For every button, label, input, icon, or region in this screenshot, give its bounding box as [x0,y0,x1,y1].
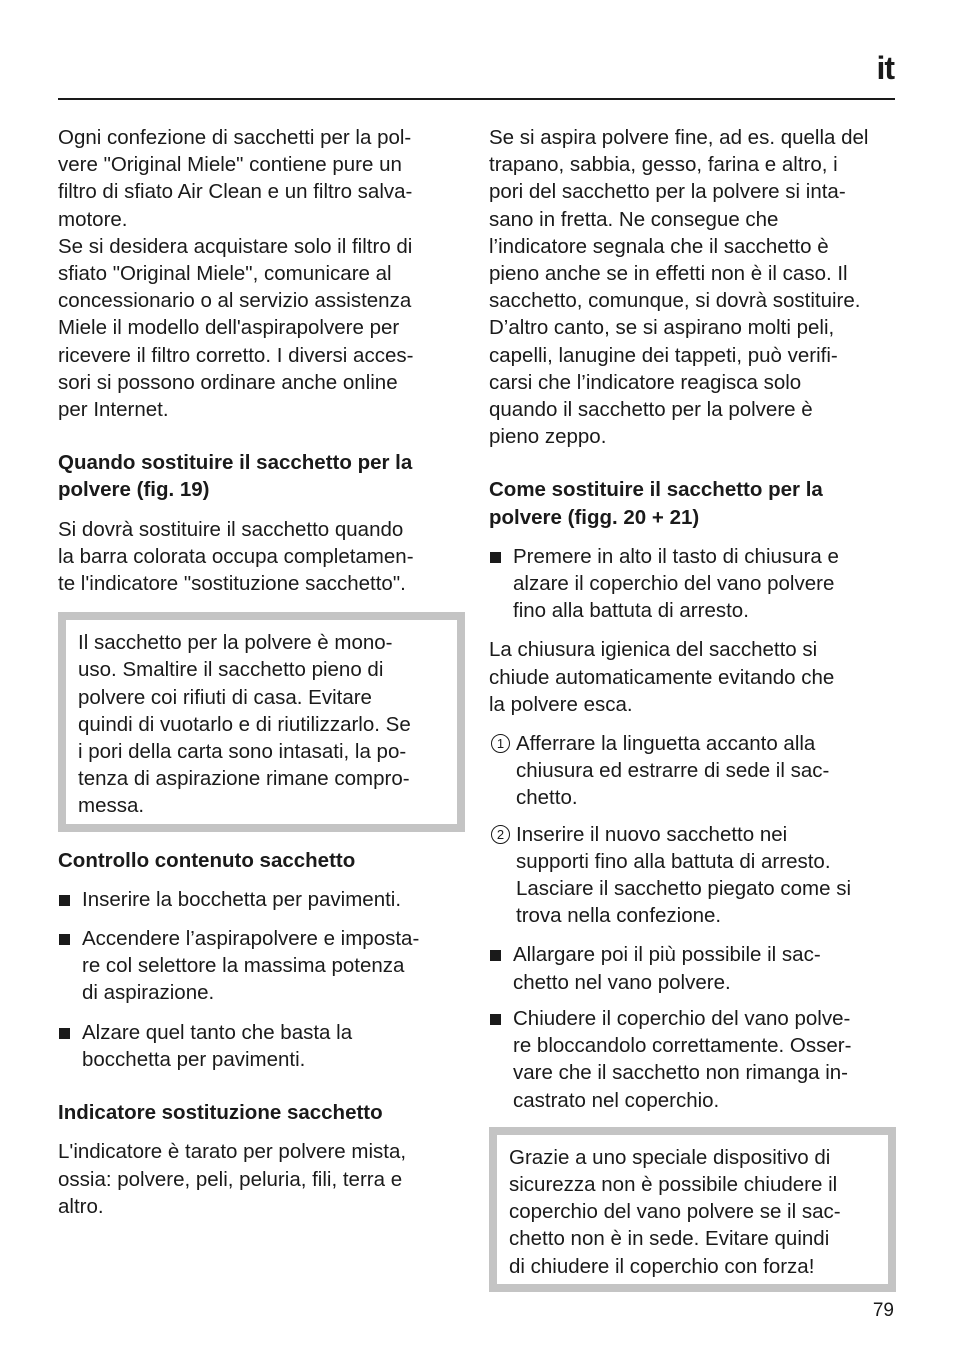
safety-note-text: Grazie a uno speciale dispositivo di sicurezza non è possibile chiudere il coperchio del vano polvere se il sac- chetto non è in sede. Evitare quindi di chiudere il coperchio con forza! [509,1145,841,1278]
step-1 [489,730,899,812]
fine-dust-paragraph: Se si aspira polvere fine, ad es. quella del trapano, sabbia, gesso, farina e altro, i pori del sacchetto per la polvere si inta- sano in fretta. Ne consegue che l’indicatore segnala che il sacchetto è pieno anche se in effetti non è il caso. Il sacchetto, comunque, si dovrà sostituire. D’altro canto, se si aspirano molti peli, capelli, lanugine dei tappeti, può verifi- carsi che l’indicatore reagisca solo quando il sacchetto per la polvere è pieno zeppo. [489,126,869,449]
step-1-text: Afferrare la linguetta accanto alla chiusura ed estrarre di sede il sac- chetto. [516,732,830,810]
heading-check-bag: Controllo contenuto sacchetto [58,848,356,872]
when-replace-paragraph: Si dovrà sostituire il sacchetto quando la barra colorata occupa completamen- te l'indicatore "sostituzione sacchetto". [58,517,414,596]
widen-bag-bullet [489,941,899,995]
step-number-1-icon: 1 [491,734,510,753]
safety-note-box [489,1127,896,1292]
check-bullet-text: Inserire la bocchetta per pavimenti. [82,887,402,911]
heading-how-replace: Come sostituire il sacchetto per la polvere (figg. 20 + 21) [489,478,823,529]
open-lid-bullet [489,543,899,625]
indicator-paragraph: L'indicatore è tarato per polvere mista, ossia: polvere, peli, peluria, fili, terra e altro. [58,1140,407,1218]
intro-paragraph: Ogni confezione di sacchetti per la pol- vere "Original Miele" contiene pure un filtro di sfiato Air Clean e un filtro salva- motore. Se si desidera acquistare solo il filtro di sfiato "Original Miele", comunicare al concessionario o al servizio assistenza Miele il modello dell'aspirapolvere per ricevere il filtro corretto. I diversi acces- sori si possono ordinare anche online per Internet. [58,126,414,422]
disposal-note-box [58,612,465,831]
step-number-2-icon: 2 [491,825,510,844]
disposal-note-text: Il sacchetto per la polvere è mono- uso. Smaltire il sacchetto pieno di polvere coi rifiuti di casa. Evitare quindi di vuotarlo e di riutilizzarlo. Se i pori della carta sono intasati, la po- tenza di aspirazione rimane compro- messa. [78,631,411,818]
right-column [489,124,899,1292]
bullet-square-icon [490,950,501,961]
bullet-square-icon [59,895,70,906]
closure-paragraph: La chiusura igienica del sacchetto si chiude automaticamente evitando che la polvere esca. [489,638,835,716]
heading-indicator: Indicatore sostituzione sacchetto [58,1101,383,1125]
widen-bag-text: Allargare poi il più possibile il sac- chetto nel vano polvere. [513,943,821,994]
step-2-text: Inserire il nuovo sacchetto nei supporti fino alla battuta di arresto. Lasciare il sacchetto piegato come si trova nella confezione. [516,822,852,928]
close-lid-bullet [489,1005,899,1114]
open-lid-text: Premere in alto il tasto di chiusura e alzare il coperchio del vano polvere fino alla battuta di arresto. [513,544,839,623]
bullet-square-icon [59,934,70,945]
bullet-square-icon [490,1014,501,1025]
step-2 [489,821,899,930]
check-bullet-2 [58,925,466,1007]
check-bullet-1 [58,886,466,913]
header-rule [58,98,895,100]
heading-when-replace: Quando sostituire il sacchetto per la polvere (fig. 19) [58,451,413,502]
language-tag: it [876,50,894,86]
bullet-square-icon [490,552,501,563]
close-lid-text: Chiudere il coperchio del vano polve- re bloccandolo correttamente. Osser- vare che il sacchetto non rimanga in- castrato nel coperchio. [513,1006,852,1112]
page-number: 79 [872,1300,894,1321]
check-bullet-3 [58,1019,466,1073]
check-bullet-text: Alzare quel tanto che basta la bocchetta per pavimenti. [82,1020,353,1071]
left-column [58,124,466,1220]
check-bullet-text: Accendere l’aspirapolvere e imposta- re col selettore la massima potenza di aspirazione. [82,927,420,1005]
bullet-square-icon [59,1028,70,1039]
